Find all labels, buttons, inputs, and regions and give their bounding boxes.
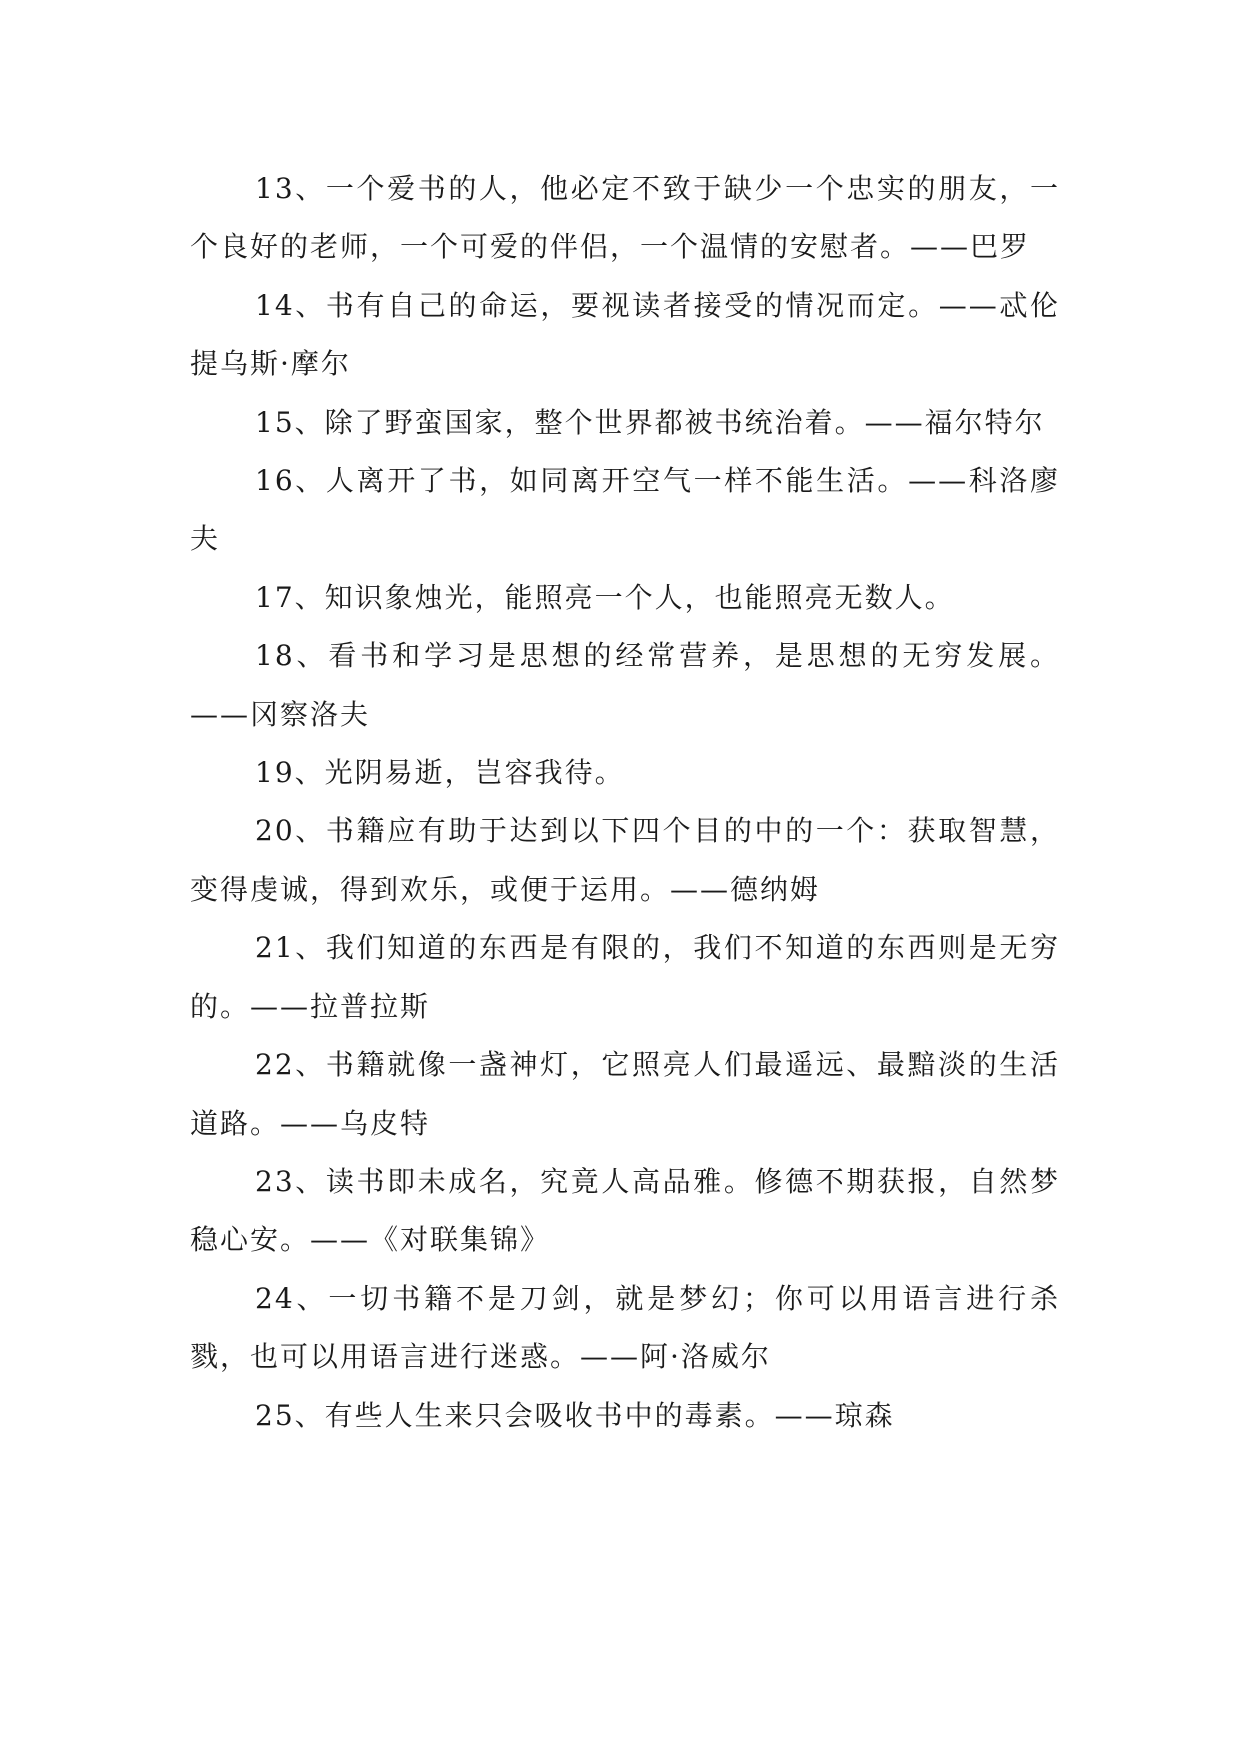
quote-paragraph-20: 20、书籍应有助于达到以下四个目的中的一个：获取智慧，变得虔诚，得到欢乐，或便于运用。——德纳姆 [190, 814, 1060, 906]
quote-paragraph-16: 16、人离开了书，如同离开空气一样不能生活。——科洛廖夫 [190, 464, 1060, 556]
quote-paragraph-14: 14、书有自己的命运，要视读者接受的情况而定。——忒伦提乌斯·摩尔 [190, 288, 1060, 381]
quote-paragraph-15: 15、除了野蛮国家，整个世界都被书统治着。——福尔特尔 [255, 405, 1045, 439]
quote-paragraph-23: 23、读书即未成名，究竟人高品雅。修德不期获报，自然梦稳心安。——《对联集锦》 [190, 1164, 1060, 1257]
quote-paragraph-21: 21、我们知道的东西是有限的，我们不知道的东西则是无穷的。——拉普拉斯 [190, 931, 1060, 1023]
quote-paragraph-24: 24、一切书籍不是刀剑，就是梦幻；你可以用语言进行杀戮，也可以用语言进行迷惑。——阿·洛威尔 [190, 1281, 1060, 1374]
quote-paragraph-17: 17、知识象烛光，能照亮一个人，也能照亮无数人。 [255, 580, 955, 614]
quote-paragraph-18: 18、看书和学习是思想的经常营养，是思想的无穷发展。——冈察洛夫 [190, 639, 1060, 731]
quote-paragraph-19: 19、光阴易逝，岂容我待。 [255, 756, 625, 790]
quote-paragraph-22: 22、书籍就像一盏神灯，它照亮人们最遥远、最黯淡的生活道路。——乌皮特 [190, 1048, 1060, 1140]
quote-paragraph-13: 13、一个爱书的人，他必定不致于缺少一个忠实的朋友，一个良好的老师，一个可爱的伴侣，一个温情的安慰者。——巴罗 [190, 172, 1060, 264]
quote-paragraph-25: 25、有些人生来只会吸收书中的毒素。——琼森 [255, 1398, 895, 1432]
document-body [190, 160, 1060, 1445]
